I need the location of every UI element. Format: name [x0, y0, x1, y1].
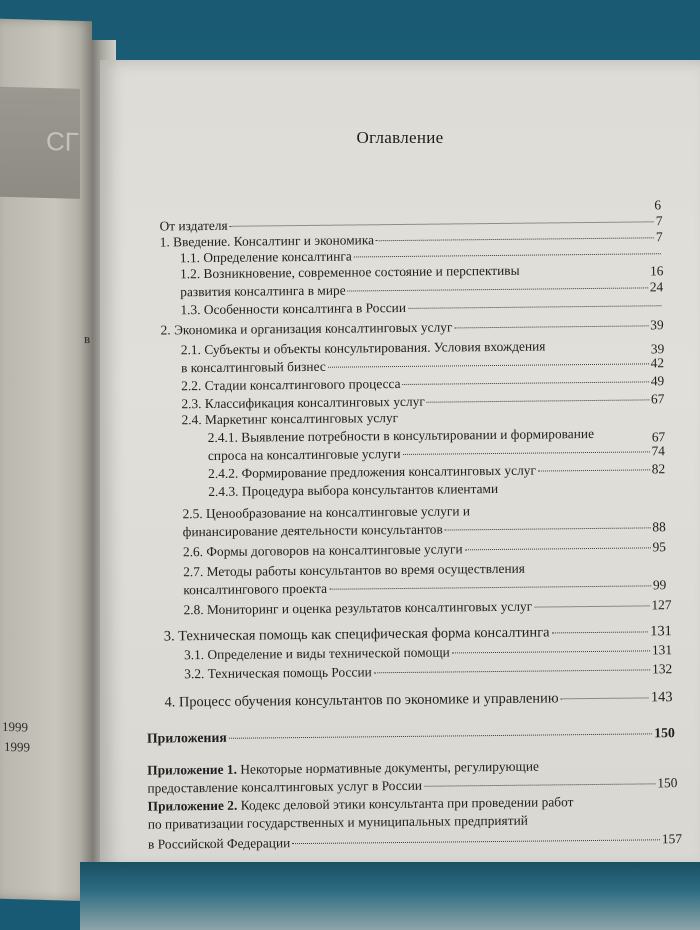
- cover-graphic: [0, 87, 80, 199]
- toc-leader-dots: [465, 547, 651, 550]
- toc-entry-page: 99: [652, 577, 667, 593]
- background-table-edge: [80, 862, 700, 930]
- cover-glyph: СГ: [46, 126, 79, 157]
- toc-entry-page: 7: [655, 213, 663, 229]
- toc-entry: [148, 831, 682, 853]
- toc-entry: [183, 597, 671, 618]
- toc-leader-dots: [374, 669, 650, 673]
- toc-entry-label: в Российской Федерации: [147, 835, 291, 852]
- toc-entry-page: 127: [651, 597, 672, 613]
- toc-entry: [161, 317, 664, 338]
- toc-leader-dots: [427, 399, 649, 402]
- toc-entry-label-bold: Приложение 2.: [147, 797, 238, 814]
- toc-entry-page: 16: [649, 263, 664, 279]
- toc-entry-label: 2.4.1. Выявление потребности в консультировании и формирование: [207, 425, 595, 446]
- toc-entry-page: 143: [650, 689, 673, 706]
- toc-entry-label: 2.7. Методы работы консультантов во время осуществления: [183, 560, 525, 580]
- edge-letter: в: [84, 330, 91, 347]
- toc-entry-page: 39: [650, 341, 665, 357]
- toc-entry-label: по приватизации государственных и муниципальных предприятий: [147, 812, 528, 832]
- toc-leader-dots: [354, 253, 661, 257]
- toc-entry-label: 2. Экономика и организация консалтинговых услуг: [160, 319, 453, 338]
- toc-entry-label: консалтингового проекта: [183, 580, 328, 598]
- toc-entry-page: 39: [650, 317, 664, 333]
- toc-entry: [147, 759, 539, 779]
- book-page: [100, 60, 700, 870]
- toc-leader-dots: [534, 605, 649, 607]
- toc-entry-page: 67: [651, 429, 666, 445]
- toc-entry-page: 150: [654, 725, 675, 741]
- left-page: [0, 19, 92, 901]
- toc-leader-dots: [328, 363, 649, 367]
- toc-entry-label: 1. Введение. Консалтинг и экономика: [159, 232, 375, 250]
- toc-entry-page: 157: [661, 831, 683, 847]
- toc-entry: [208, 443, 665, 464]
- toc-entry-label: 2.4.3. Процедура выбора консультантов клиентами: [208, 480, 499, 500]
- toc-leader-dots: [402, 451, 649, 455]
- toc-entry-label: 3.1. Определение и виды технической помощи: [183, 644, 450, 663]
- toc-entry-label: 2.8. Мониторинг и оценка результатов консалтинговых услуг: [183, 598, 533, 618]
- toc-leader-dots: [551, 631, 648, 633]
- table-of-contents: [96, 57, 700, 873]
- toc-leader-dots: [230, 221, 654, 226]
- toc-entry: [208, 461, 665, 482]
- toc-entry-label: 1.1. Определение консалтинга: [179, 248, 352, 266]
- toc-entry-page: 88: [652, 519, 666, 535]
- year-1: 1999: [2, 718, 28, 735]
- toc-entry-label: в консалтинговый бизнес: [180, 358, 326, 376]
- toc-entry-label: спроса на консалтинговые услуги: [207, 445, 401, 464]
- toc-entry-label: 3.2. Техническая помощь России: [184, 664, 372, 682]
- toc-leader-dots: [229, 733, 652, 738]
- toc-entry-label: 4. Процесс обучения консультантов по экономике и управлению: [164, 690, 559, 711]
- toc-entry-page: 131: [650, 623, 672, 640]
- toc-entry: [183, 539, 666, 560]
- toc-leader-dots: [452, 650, 650, 653]
- toc-leader-dots: [403, 381, 649, 385]
- toc-leader-dots: [424, 783, 655, 786]
- toc-entry-label: 2.4.2. Формирование предложения консалтинговых услуг: [208, 462, 536, 482]
- toc-leader-dots: [348, 287, 648, 291]
- toc-leader-dots: [454, 325, 648, 328]
- toc-entry-label: предоставление консалтинговых услуг в России: [147, 777, 423, 796]
- toc-entry-label: 2.6. Формы договоров на консалтинговые услуги: [182, 541, 463, 560]
- toc-entry-page: 132: [652, 661, 673, 677]
- toc-leader-dots: [408, 305, 661, 309]
- toc-entry-label: 2.5. Ценообразование на консалтинговые услуги и: [182, 503, 471, 522]
- year-2: 1999: [4, 738, 30, 755]
- toc-entry: [147, 725, 675, 747]
- toc-entry-label-bold: Приложение 1.: [147, 761, 238, 778]
- toc-entry-page: 74: [651, 443, 665, 459]
- toc-entry-label: 3. Техническая помощь как специфическая форма консалтинга: [163, 624, 550, 645]
- toc-leader-dots: [538, 469, 650, 471]
- toc-leader-dots: [376, 237, 654, 241]
- toc-entry-page: 7: [655, 229, 663, 245]
- toc-entry-page: 150: [657, 775, 678, 791]
- toc-entry-page: 49: [650, 373, 665, 389]
- toc-entry-page: 67: [650, 391, 665, 407]
- toc-leader-dots: [329, 585, 651, 589]
- toc-entry-page: 95: [652, 539, 667, 555]
- toc-leader-dots: [561, 697, 649, 699]
- toc-entry: [164, 623, 672, 644]
- toc-entry: [148, 794, 574, 814]
- toc-entry: [184, 661, 672, 682]
- toc-entry: [183, 577, 666, 598]
- toc-entry: [181, 391, 664, 412]
- toc-entry: [184, 642, 672, 663]
- toc-page-number: 6: [654, 197, 662, 213]
- toc-entry: [183, 519, 666, 540]
- toc-entry-label: Кодекс деловой этики консультанта при проведении работ: [237, 794, 574, 813]
- toc-entry-label: 2.2. Стадии консалтингового процесса: [181, 375, 401, 394]
- toc-entry-label: 1.3. Особенности консалтинга в России: [180, 299, 407, 318]
- toc-entry-label: 2.3. Классификация консалтинговых услуг: [181, 393, 425, 412]
- page-title: Оглавление: [356, 128, 444, 147]
- toc-entry-page: 82: [651, 461, 666, 477]
- toc-entry-label: 2.4. Маркетинг консалтинговых услуг: [181, 410, 399, 428]
- toc-entry-label: финансирование деятельности консультантов: [182, 521, 443, 540]
- toc-entry: [180, 297, 663, 318]
- toc-entry: [164, 689, 672, 710]
- toc-entry-label: От издателя: [159, 217, 228, 234]
- toc-leader-dots: [445, 527, 651, 530]
- toc-entry-label: 2.1. Субъекты и объекты консультирования. Условия вхождения: [180, 338, 546, 358]
- toc-entry-label: Некоторые нормативные документы, регулирующие: [236, 758, 539, 777]
- toc-entry-page: 42: [650, 355, 665, 371]
- toc-entry-label: развития консалтинга в мире: [180, 282, 346, 300]
- toc-leader-dots: [292, 839, 660, 844]
- toc-entry-page: 131: [651, 642, 673, 658]
- toc-entry-label: 1.2. Возникновение, современное состояние и перспективы: [179, 262, 520, 282]
- toc-entry-label: Приложения: [146, 729, 227, 746]
- toc-entry-page: 24: [649, 279, 664, 295]
- toc-entry: [147, 775, 677, 797]
